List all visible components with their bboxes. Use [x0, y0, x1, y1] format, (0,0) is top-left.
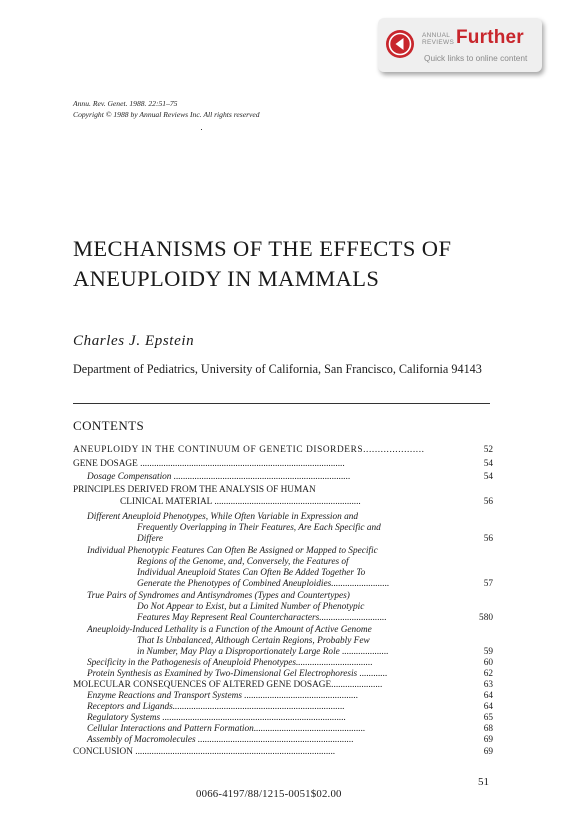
toc-entry-page: 63	[483, 680, 493, 690]
toc-entry-title: Enzyme Reactions and Transport Systems .................................................	[87, 691, 359, 701]
toc-entry-title: Individual Phenotypic Features Can Often Be Assigned or Mapped to Specific	[87, 546, 378, 556]
author-affiliation: Department of Pediatrics, University of California, San Francisco, California 94143	[73, 362, 482, 376]
toc-entry-title: Regulatory Systems ...............................................................................	[87, 713, 347, 723]
toc-entry-page: 56	[483, 534, 493, 544]
toc-entry-title-cont: in Number, May Play a Disproportionately Large Role ....................	[137, 647, 389, 657]
citation	[73, 98, 260, 120]
toc-entry-page: 54	[483, 459, 493, 469]
citation-line-1: Annu. Rev. Genet. 1988. 22:51–75	[73, 99, 178, 108]
toc-entry-title: ANEUPLOIDY IN THE CONTINUUM OF GENETIC DISORDERS.....................	[73, 445, 425, 455]
toc-entry-title: True Pairs of Syndromes and Antisyndromes (Types and Countertypes)	[87, 591, 350, 601]
page-number: 51	[478, 776, 489, 788]
toc-entry-title: Different Aneuploid Phenotypes, While Often Variable in Expression and	[87, 512, 359, 522]
toc-entry-page: 64	[483, 691, 493, 701]
toc-entry-page: 68	[483, 724, 493, 734]
toc-entry-page: 64	[483, 702, 493, 712]
toc-entry-page: 59	[483, 647, 493, 657]
toc-entry-title-cont: Differe	[137, 534, 163, 544]
toc-entry-title: PRINCIPLES DERIVED FROM THE ANALYSIS OF HUMAN	[73, 485, 316, 495]
annual-reviews-further-badge[interactable]	[378, 18, 542, 72]
toc-entry-title-cont: Regions of the Genome, and, Conversely, the Features of	[137, 557, 349, 567]
badge-further-label: Further	[456, 27, 524, 48]
toc-entry-title: Receptors and Ligands..........................................................................	[87, 702, 345, 712]
toc-entry-title: Protein Synthesis as Examined by Two-Dimensional Gel Electrophoresis ............	[87, 669, 388, 679]
toc-entry-title: CONCLUSION ......................................................................................	[73, 747, 336, 757]
toc-entry-page: 69	[483, 747, 493, 757]
toc-entry-page: 56	[483, 497, 493, 507]
toc-entry-title-cont: Frequently Overlapping in Their Features, Are Each Specific and	[137, 523, 381, 533]
toc-entry-page: 580	[479, 613, 493, 623]
toc-entry-title: MOLECULAR CONSEQUENCES OF ALTERED GENE DOSAGE......................	[73, 680, 383, 690]
toc-entry-title: GENE DOSAGE ........................................................................................	[73, 459, 345, 469]
toc-entry-title: Assembly of Macromolecules ...................................................................	[87, 735, 354, 745]
toc-entry-title-cont: Generate the Phenotypes of Combined Aneuploidies.........................	[137, 579, 390, 589]
toc-entry-page: 69	[483, 735, 493, 745]
article-code: 0066-4197/88/1215-0051$02.00	[196, 788, 342, 800]
speck	[201, 129, 202, 130]
title-line-2: ANEUPLOIDY IN MAMMALS	[73, 266, 380, 291]
badge-annual-label: ANNUAL	[422, 32, 451, 39]
contents-heading: CONTENTS	[73, 418, 145, 433]
article-title	[73, 234, 513, 294]
toc-entry-title: Cellular Interactions and Pattern Formation................................................	[87, 724, 366, 734]
toc-entry-page: 52	[483, 445, 493, 455]
citation-line-2: Copyright © 1988 by Annual Reviews Inc. All rights reserved	[73, 110, 260, 119]
toc-entry-title-cont: Do Not Appear to Exist, but a Limited Number of Phenotypic	[137, 602, 365, 612]
toc-entry-title: Dosage Compensation ............................................................................	[87, 472, 351, 482]
toc-entry-title: Aneuploidy-Induced Lethality is a Function of the Amount of Active Genome	[87, 625, 372, 635]
toc-entry-page: 57	[483, 579, 493, 589]
toc-entry-page: 62	[483, 669, 493, 679]
title-line-1: MECHANISMS OF THE EFFECTS OF	[73, 236, 452, 261]
play-back-icon	[385, 29, 415, 59]
toc-entry-page: 60	[483, 658, 493, 668]
badge-reviews-label: REVIEWS	[422, 39, 455, 46]
toc-entry-page: 65	[483, 713, 493, 723]
toc-entry-title: Specificity in the Pathogenesis of Aneuploid Phenotypes.................................	[87, 658, 373, 668]
badge-subtitle: Quick links to online content	[424, 53, 528, 63]
toc-entry-title-cont: CLINICAL MATERIAL ...............................................................	[120, 497, 361, 507]
toc-entry-page: 54	[483, 472, 493, 482]
toc-entry-title-cont: That Is Unbalanced, Although Certain Regions, Probably Few	[137, 636, 370, 646]
author-name: Charles J. Epstein	[73, 333, 195, 349]
section-divider	[73, 403, 490, 404]
toc-entry-title-cont: Features May Represent Real Countercharacters.............................	[137, 613, 387, 623]
toc-entry-title-cont: Individual Aneuploid States Can Often Be Added Together To	[137, 568, 366, 578]
